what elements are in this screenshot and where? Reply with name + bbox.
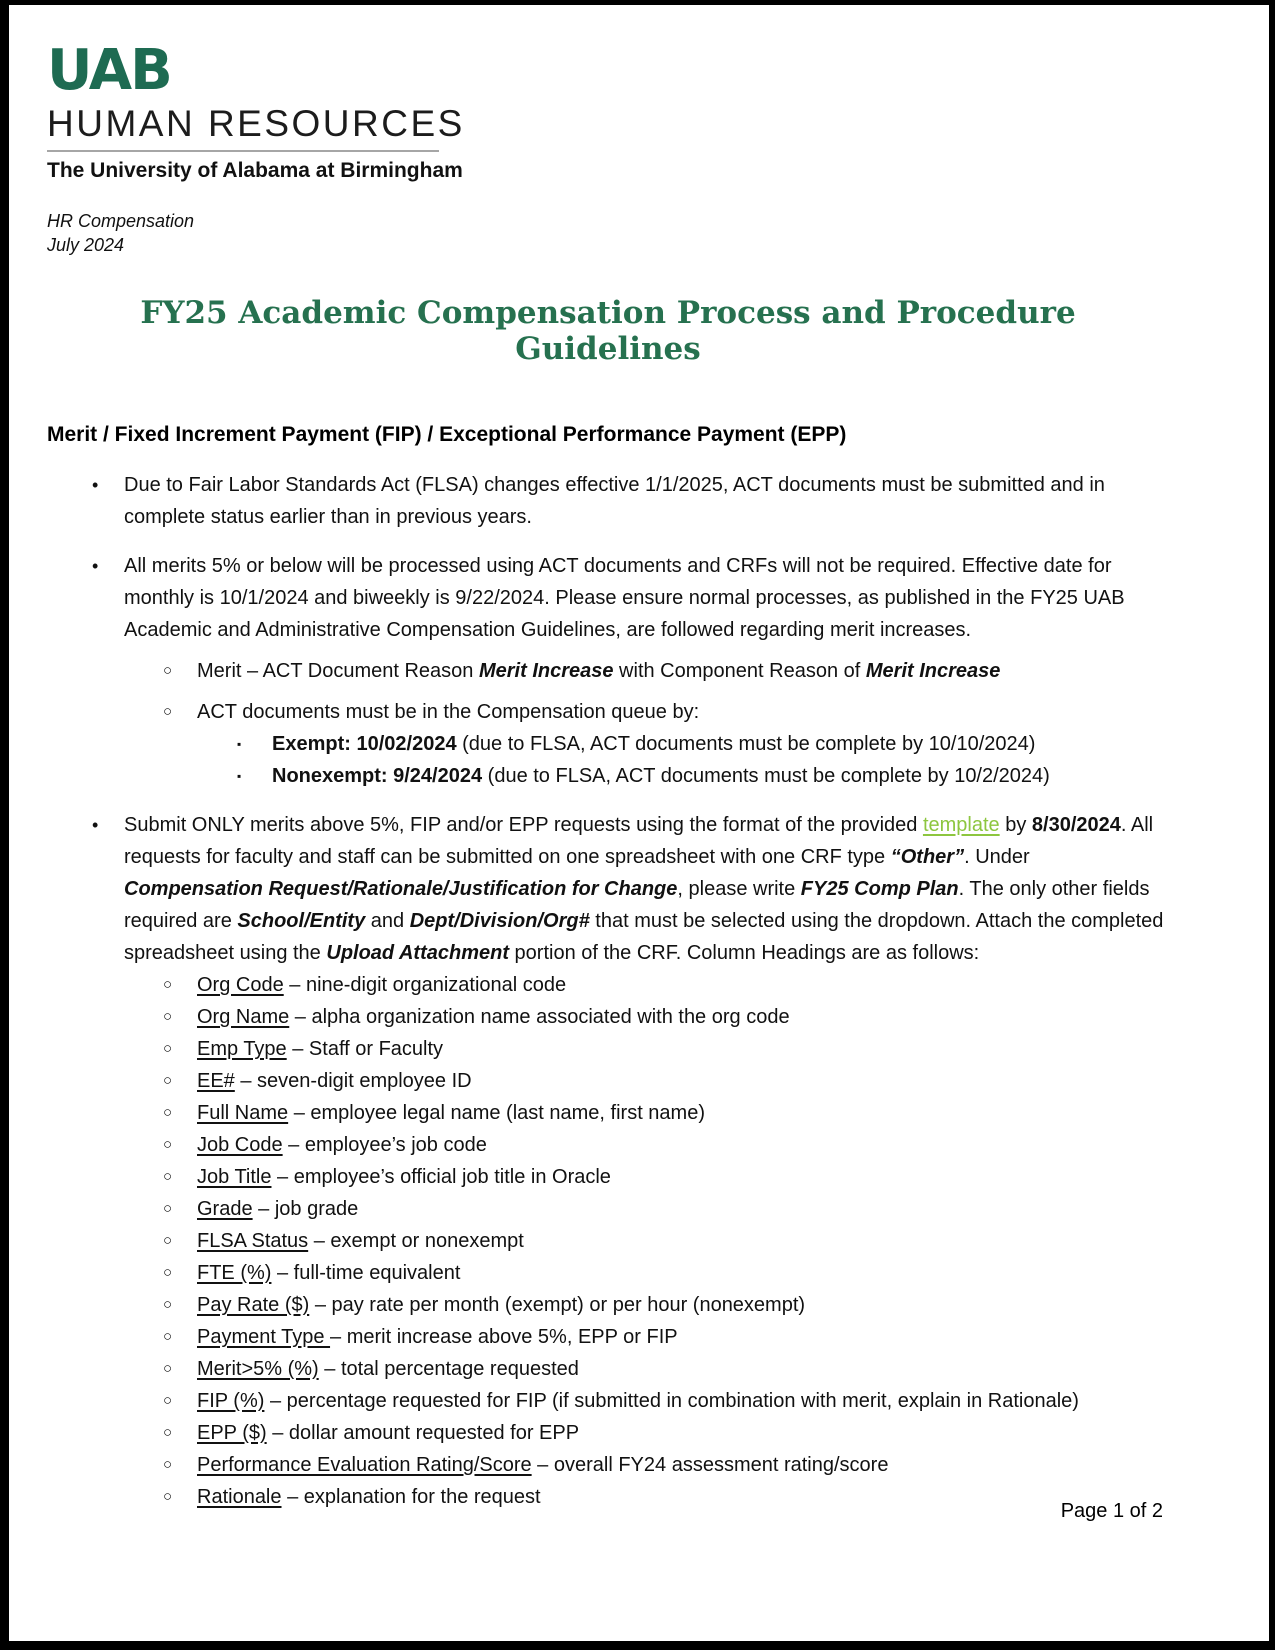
meta-date: July 2024 <box>47 235 125 255</box>
text-run: by <box>999 814 1032 836</box>
paragraph-text <box>197 1001 1169 1033</box>
column-heading-epp <box>47 1417 1169 1449</box>
text-run: FTE (%) <box>197 1262 272 1284</box>
page-number-label: Page 1 of 2 <box>1060 1500 1163 1522</box>
text-run: Merit Increase <box>865 660 1001 682</box>
text-run: Compensation Request/Rationale/Justification for Change <box>124 878 678 900</box>
disc-bullet-icon: • <box>92 556 99 576</box>
text-run: ACT documents must be in the Compensation queue by: <box>197 701 700 723</box>
sub-sub-bullet-exempt <box>47 728 1169 760</box>
logo-department-wordmark: HUMAN RESOURCES <box>47 103 465 144</box>
column-heading-payment-type <box>47 1321 1169 1353</box>
logo-block <box>47 38 1169 183</box>
logo-divider <box>47 150 439 152</box>
circle-bullet-icon: ○ <box>163 703 173 720</box>
circle-bullet-icon: ○ <box>163 1360 173 1377</box>
meta-department: HR Compensation <box>47 211 195 231</box>
text-run: Grade <box>197 1198 253 1220</box>
text-run: – explanation for the request <box>281 1486 541 1508</box>
text-run: – percentage requested for FIP (if submitted in combination with merit, explain in Rationale) <box>264 1390 1079 1412</box>
paragraph-text <box>197 969 1169 1001</box>
circle-bullet-icon: ○ <box>163 1328 173 1345</box>
circle-bullet-icon: ○ <box>163 1072 173 1089</box>
paragraph-text <box>197 1417 1169 1449</box>
column-heading-rationale <box>47 1481 1169 1513</box>
text-run: FLSA Status <box>197 1230 309 1252</box>
text-run: 8/30/2024 <box>1031 814 1121 836</box>
circle-bullet-icon: ○ <box>163 1456 173 1473</box>
paragraph-text <box>272 728 1169 760</box>
text-run: , please write <box>677 878 801 900</box>
text-run: FY25 Comp Plan <box>800 878 959 900</box>
column-heading-fip <box>47 1385 1169 1417</box>
circle-bullet-icon: ○ <box>163 1296 173 1313</box>
column-heading-emp-type <box>47 1033 1169 1065</box>
text-run: – pay rate per month (exempt) or per hour (nonexempt) <box>309 1294 806 1316</box>
square-bullet-icon: ▪ <box>237 737 242 751</box>
text-run: – alpha organization name associated with the org code <box>289 1006 790 1028</box>
paragraph-text <box>272 760 1169 792</box>
paragraph-text <box>197 1065 1169 1097</box>
text-run: – seven-digit employee ID <box>234 1070 472 1092</box>
text-run: Nonexempt: 9/24/2024 <box>272 765 483 787</box>
text-run: – merit increase above 5%, EPP or FIP <box>330 1326 678 1348</box>
text-run: Merit>5% (%) <box>197 1358 319 1380</box>
text-run: portion of the CRF. Column Headings are as follows: <box>508 942 980 964</box>
text-run: Org Code <box>197 974 284 996</box>
disc-bullet-icon: • <box>92 815 99 835</box>
column-heading-org-name <box>47 1001 1169 1033</box>
text-run: EPP ($) <box>197 1422 267 1444</box>
bullet-flsa-deadline <box>47 469 1169 533</box>
circle-bullet-icon: ○ <box>163 1264 173 1281</box>
paragraph-text <box>197 1289 1169 1321</box>
uab-logo: UAB <box>47 38 171 103</box>
circle-bullet-icon: ○ <box>163 976 173 993</box>
circle-bullet-icon: ○ <box>163 1008 173 1025</box>
text-run: – job grade <box>252 1198 359 1220</box>
text-run: Dept/Division/Org# <box>409 910 590 932</box>
paragraph-text <box>197 1257 1169 1289</box>
paragraph-text <box>197 1321 1169 1353</box>
text-run: . All requests for faculty and staff can be submitted on one spreadsheet with one CRF type <box>124 814 1154 868</box>
bullet-submit-template <box>47 809 1169 969</box>
sub-sub-bullet-nonexempt <box>47 760 1169 792</box>
paragraph-text <box>197 696 1169 728</box>
text-run: School/Entity <box>237 910 366 932</box>
text-run: – Staff or Faculty <box>286 1038 444 1060</box>
text-run: – employee’s job code <box>282 1134 487 1156</box>
paragraph-text <box>197 1161 1169 1193</box>
text-run: . The only other fields required are <box>124 878 1150 932</box>
disc-bullet-icon: • <box>92 475 99 495</box>
logo-university-line: The University of Alabama at Birmingham <box>47 159 463 182</box>
paragraph-text <box>197 1097 1169 1129</box>
text-run: Performance Evaluation Rating/Score <box>197 1454 532 1476</box>
paragraph-text <box>197 1385 1169 1417</box>
paragraph-text <box>197 1033 1169 1065</box>
section-heading: Merit / Fixed Increment Payment (FIP) / Exceptional Performance Payment (EPP) <box>47 423 847 446</box>
paragraph-text <box>197 1129 1169 1161</box>
paragraph-text <box>197 1449 1169 1481</box>
text-run: with Component Reason of <box>613 660 866 682</box>
text-run: Payment Type <box>197 1326 331 1348</box>
text-run: Submit ONLY merits above 5%, FIP and/or EPP requests using the format of the provided <box>124 814 923 836</box>
paragraph-text <box>197 655 1169 687</box>
column-heading-job-code <box>47 1129 1169 1161</box>
text-run: Job Title <box>197 1166 272 1188</box>
content-list <box>47 469 1169 1513</box>
sub-bullet-compensation-queue <box>47 696 1169 728</box>
column-heading-full-name <box>47 1097 1169 1129</box>
circle-bullet-icon: ○ <box>163 662 173 679</box>
column-heading-performance-rating <box>47 1449 1169 1481</box>
text-run: All merits 5% or below will be processed using ACT documents and CRFs will not be required. Effective date for monthly is 10/1/2024 and biweekly is 9/22/2024. Please ensure normal processes, as published in the FY25 UAB Academic and Administrative Compensation Guidelines, are followed regarding merit increases. <box>124 555 1125 641</box>
paragraph-text <box>197 1481 1169 1513</box>
circle-bullet-icon: ○ <box>163 1104 173 1121</box>
text-run: Rationale <box>197 1486 282 1508</box>
column-heading-flsa-status <box>47 1225 1169 1257</box>
square-bullet-icon: ▪ <box>237 769 242 783</box>
text-run: and <box>365 910 410 932</box>
text-run: Pay Rate ($) <box>197 1294 310 1316</box>
column-heading-org-code <box>47 969 1169 1001</box>
text-run: Exempt: 10/02/2024 <box>272 733 457 755</box>
text-run: (due to FLSA, ACT documents must be complete by 10/2/2024) <box>482 765 1050 787</box>
paragraph-text <box>197 1353 1169 1385</box>
text-run: EE# <box>197 1070 235 1092</box>
text-run: Job Code <box>197 1134 283 1156</box>
text-run: (due to FLSA, ACT documents must be complete by 10/10/2024) <box>456 733 1036 755</box>
column-heading-fte <box>47 1257 1169 1289</box>
text-run: – employee’s official job title in Oracle <box>271 1166 611 1188</box>
paragraph-text <box>197 1225 1169 1257</box>
text-run: – exempt or nonexempt <box>308 1230 524 1252</box>
template-link[interactable]: template <box>922 814 1000 836</box>
text-run: – nine-digit organizational code <box>283 974 567 996</box>
text-run: FIP (%) <box>197 1390 265 1412</box>
circle-bullet-icon: ○ <box>163 1040 173 1057</box>
circle-bullet-icon: ○ <box>163 1232 173 1249</box>
text-run: – total percentage requested <box>318 1358 579 1380</box>
paragraph-text <box>124 469 1169 533</box>
column-heading-grade <box>47 1193 1169 1225</box>
circle-bullet-icon: ○ <box>163 1424 173 1441</box>
circle-bullet-icon: ○ <box>163 1392 173 1409</box>
text-run: – full-time equivalent <box>271 1262 461 1284</box>
paragraph-text <box>124 550 1169 646</box>
paragraph-text <box>197 1193 1169 1225</box>
document-meta <box>47 209 1169 257</box>
column-heading-ee-number <box>47 1065 1169 1097</box>
text-run: Merit – ACT Document Reason <box>197 660 479 682</box>
text-run: Full Name <box>197 1102 289 1124</box>
text-run: – overall FY24 assessment rating/score <box>531 1454 889 1476</box>
sub-bullet-merit-reason <box>47 655 1169 687</box>
text-run: Org Name <box>197 1006 290 1028</box>
paragraph-text <box>124 809 1169 969</box>
circle-bullet-icon: ○ <box>163 1168 173 1185</box>
text-run: . Under <box>964 846 1030 868</box>
text-run: Merit Increase <box>478 660 614 682</box>
column-heading-merit-over-5 <box>47 1353 1169 1385</box>
column-heading-job-title <box>47 1161 1169 1193</box>
text-run: Upload Attachment <box>326 942 509 964</box>
column-heading-pay-rate <box>47 1289 1169 1321</box>
text-run: Emp Type <box>197 1038 287 1060</box>
page-title: FY25 Academic Compensation Process and Procedure Guidelines <box>140 295 1076 367</box>
circle-bullet-icon: ○ <box>163 1488 173 1505</box>
text-run: Due to Fair Labor Standards Act (FLSA) changes effective 1/1/2025, ACT documents must be submitted and in complete status earlier than in previous years. <box>124 474 1105 528</box>
text-run: “Other” <box>890 846 965 868</box>
text-run: – dollar amount requested for EPP <box>266 1422 580 1444</box>
circle-bullet-icon: ○ <box>163 1136 173 1153</box>
circle-bullet-icon: ○ <box>163 1200 173 1217</box>
text-run: that must be selected using the dropdown. Attach the completed spreadsheet using the <box>124 910 1164 964</box>
bullet-merits-5pct <box>47 550 1169 646</box>
text-run: – employee legal name (last name, first name) <box>288 1102 705 1124</box>
